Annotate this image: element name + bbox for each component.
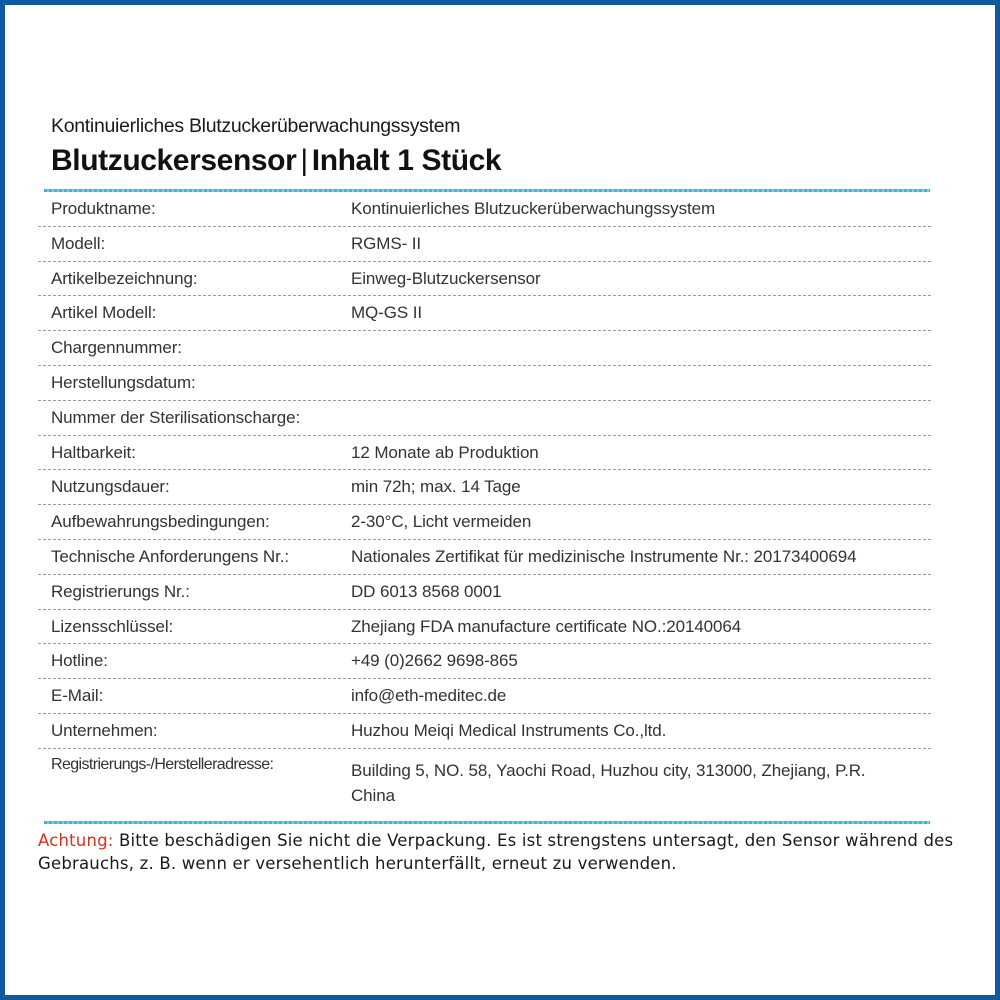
table-row [38, 575, 931, 610]
table-row [38, 505, 931, 540]
warning-notice [38, 829, 978, 875]
table-row [38, 296, 931, 331]
row-value: Nationales Zertifikat für medizinische Instrumente Nr.: 20173400694 [351, 546, 857, 566]
row-label: Haltbarkeit: [51, 442, 136, 462]
table-row [38, 540, 931, 575]
table-row [38, 470, 931, 505]
row-value: Einweg-Blutzuckersensor [351, 268, 541, 288]
row-label: Nutzungsdauer: [51, 477, 170, 497]
title-contents: Inhalt 1 Stück [311, 144, 502, 177]
warning-text: Bitte beschädigen Sie nicht die Verpackung. Es ist strengstens untersagt, den Sensor während des Gebrauchs, z. B. wenn er versehentlich herunterfällt, erneut zu verwenden. [38, 831, 954, 873]
row-value: RGMS- II [351, 233, 422, 253]
row-label: Aufbewahrungsbedingungen: [51, 512, 270, 532]
row-label: Hotline: [51, 651, 108, 671]
title-product: Blutzuckersensor [51, 144, 297, 177]
row-label: Technische Anforderungens Nr.: [51, 546, 289, 566]
row-label: Chargennummer: [51, 338, 182, 358]
row-value: min 72h; max. 14 Tage [351, 477, 521, 497]
table-row [38, 610, 931, 645]
row-label: Lizensschlüssel: [51, 616, 174, 636]
document-subtitle: Kontinuierliches Blutzuckerüberwachungssystem [51, 115, 461, 137]
row-value: Building 5, NO. 58, Yaochi Road, Huzhou city, 313000, Zhejiang, P.R. China [351, 760, 866, 805]
spec-table [38, 192, 931, 841]
row-value: info@eth-meditec.de [351, 686, 507, 706]
table-row [38, 749, 931, 841]
row-value: Kontinuierliches Blutzuckerüberwachungssystem [351, 199, 716, 218]
table-row [38, 436, 931, 471]
document-title [51, 144, 501, 178]
row-label: Modell: [51, 233, 106, 253]
table-row [38, 366, 931, 401]
table-row [38, 714, 931, 749]
row-label: Artikelbezeichnung: [51, 268, 198, 288]
table-row [38, 679, 931, 714]
warning-label: Achtung: [38, 831, 114, 850]
row-label: Produktname: [51, 199, 156, 218]
row-label: E-Mail: [51, 686, 104, 706]
row-value: DD 6013 8568 0001 [351, 581, 502, 601]
table-row [38, 262, 931, 297]
row-value: MQ-GS II [351, 303, 422, 323]
title-separator: | [300, 144, 308, 177]
bottom-divider [44, 821, 930, 824]
table-row [38, 192, 931, 227]
table-row [38, 331, 931, 366]
row-label: Artikel Modell: [51, 303, 157, 323]
row-label: Registrierungs Nr.: [51, 581, 190, 601]
row-label: Unternehmen: [51, 720, 158, 740]
row-value: 12 Monate ab Produktion [351, 442, 539, 462]
row-value: +49 (0)2662 9698-865 [351, 651, 518, 671]
row-value: 2-30°C, Licht vermeiden [351, 512, 532, 532]
row-label: Herstellungsdatum: [51, 372, 196, 392]
row-value: Huzhou Meiqi Medical Instruments Co.,ltd. [351, 720, 667, 740]
row-value: Zhejiang FDA manufacture certificate NO.:20140064 [351, 616, 742, 636]
table-row [38, 401, 931, 436]
row-label: Registrierungs-/Herstelleradresse: [51, 755, 274, 773]
row-label: Nummer der Sterilisationscharge: [51, 407, 301, 427]
table-row [38, 644, 931, 679]
table-row [38, 227, 931, 262]
